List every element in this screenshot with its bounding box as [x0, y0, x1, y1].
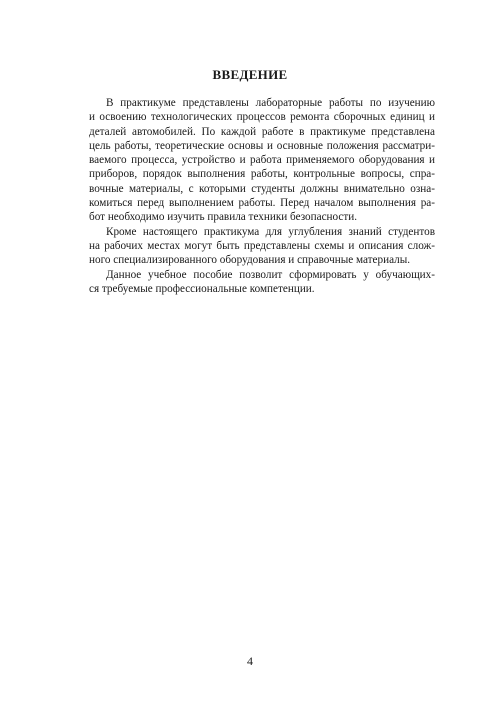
text-line: цель работы, теоретические основы и основные положения рассматри-: [89, 139, 435, 152]
text-line: В практикуме представлены лабораторные работы по изучению: [106, 97, 435, 109]
text-line: ного специализированного оборудования и справочные материалы.: [89, 254, 411, 267]
text-line: приборов, порядок выполнения работы, контрольные вопросы, спра-: [89, 168, 435, 181]
text-line: бот необходимо изучить правила техники безопасности.: [89, 211, 358, 224]
text-line: ваемого процесса, устройство и работа применяемого оборудования и: [89, 154, 435, 167]
text-line: на рабочих местах могут быть представлены схемы и описания слож-: [89, 239, 435, 252]
body-text: [89, 96, 435, 296]
text-line: ся требуемые профессиональные компетенции.: [89, 282, 315, 295]
page-number: 4: [247, 654, 253, 668]
text-line: комиться перед выполнением работы. Перед началом выполнения ра-: [89, 197, 435, 210]
text-line: деталей автомобилей. По каждой работе в практикуме представлена: [89, 125, 435, 138]
text-line: Данное учебное пособие позволит сформировать у обучающих-: [106, 268, 435, 281]
page-title: ВВЕДЕНИЕ: [212, 67, 288, 82]
text-line: Кроме настоящего практикума для углубления знаний студентов: [106, 225, 435, 238]
paragraph-3: [89, 268, 435, 297]
paragraph-2: [89, 225, 435, 268]
paragraph-1: [89, 96, 435, 225]
text-line: вочные материалы, с которыми студенты должны внимательно озна-: [89, 182, 435, 195]
text-line: и освоению технологических процессов ремонта сборочных единиц и: [89, 111, 435, 124]
